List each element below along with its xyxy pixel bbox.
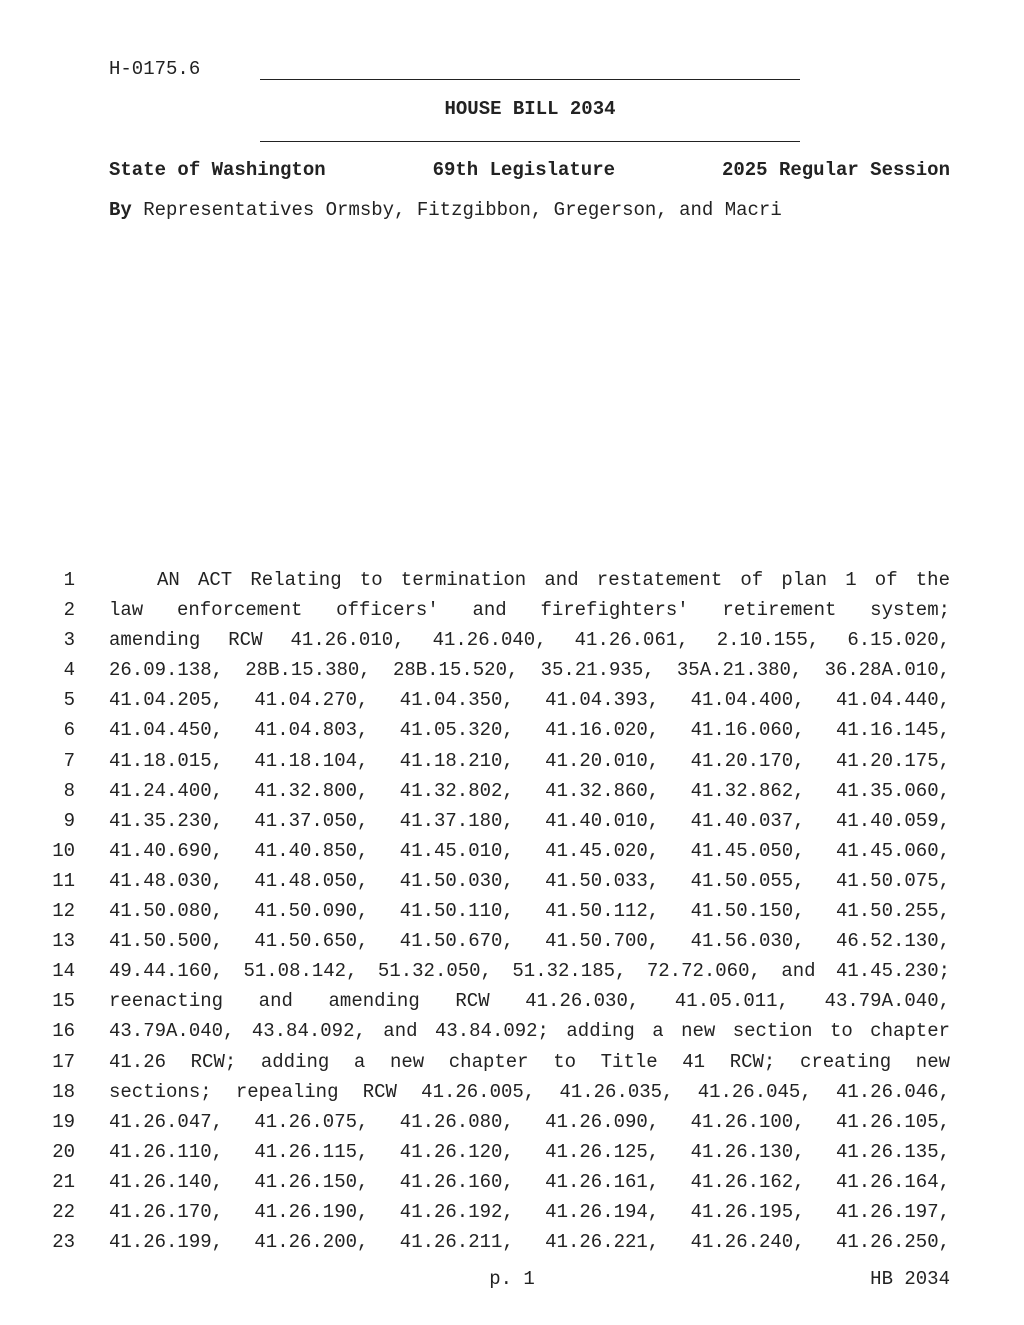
sponsors-prefix: By [109, 199, 132, 221]
line-text: 41.26.047, 41.26.075, 41.26.080, 41.26.090, 41.26.100, 41.26.105, [109, 1110, 950, 1133]
line-number: 20 [52, 1140, 75, 1163]
bill-line [0, 1047, 1024, 1077]
line-number: 19 [52, 1110, 75, 1133]
line-number: 22 [52, 1200, 75, 1223]
sponsors-line [109, 199, 782, 221]
line-number: 15 [52, 990, 75, 1013]
line-text: 41.04.450, 41.04.803, 41.05.320, 41.16.020, 41.16.060, 41.16.145, [109, 719, 950, 742]
line-number: 8 [63, 779, 75, 802]
title-rule-bottom [260, 141, 800, 142]
line-number: 4 [63, 659, 75, 682]
line-number: 10 [52, 839, 75, 862]
line-text: 41.24.400, 41.32.800, 41.32.802, 41.32.860, 41.32.862, 41.35.060, [109, 779, 950, 802]
line-number: 6 [63, 719, 75, 742]
bill-line [0, 1107, 1024, 1137]
bill-line [0, 565, 1024, 595]
line-number: 13 [52, 930, 75, 953]
line-text: 41.26.110, 41.26.115, 41.26.120, 41.26.125, 41.26.130, 41.26.135, [109, 1140, 950, 1163]
bill-line [0, 1197, 1024, 1227]
bill-line [0, 1167, 1024, 1197]
bill-line [0, 986, 1024, 1016]
bill-line [0, 1137, 1024, 1167]
line-number: 18 [52, 1080, 75, 1103]
line-text: 41.26.170, 41.26.190, 41.26.192, 41.26.194, 41.26.195, 41.26.197, [109, 1200, 950, 1223]
bill-line [0, 655, 1024, 685]
bill-line [0, 896, 1024, 926]
bill-line [0, 836, 1024, 866]
bill-line [0, 625, 1024, 655]
line-text: 26.09.138, 28B.15.380, 28B.15.520, 35.21.935, 35A.21.380, 36.28A.010, [109, 659, 950, 682]
bill-line [0, 776, 1024, 806]
line-number: 17 [52, 1050, 75, 1073]
line-text: 41.04.205, 41.04.270, 41.04.350, 41.04.393, 41.04.400, 41.04.440, [109, 689, 950, 712]
document-id: H-0175.6 [109, 58, 201, 80]
state-label: State of Washington [109, 159, 326, 181]
bill-line [0, 595, 1024, 625]
bill-line [0, 746, 1024, 776]
line-text: 41.26.199, 41.26.200, 41.26.211, 41.26.221, 41.26.240, 41.26.250, [109, 1231, 950, 1254]
line-text: 41.50.500, 41.50.650, 41.50.670, 41.50.700, 41.56.030, 46.52.130, [109, 930, 950, 953]
bill-line [0, 926, 1024, 956]
line-text: 41.26 RCW; adding a new chapter to Title 41 RCW; creating new [109, 1050, 950, 1073]
line-number: 3 [63, 629, 75, 652]
line-number: 7 [63, 749, 75, 772]
bill-title: HOUSE BILL 2034 [444, 98, 616, 120]
page-number: p. 1 [489, 1268, 535, 1290]
line-number: 12 [52, 900, 75, 923]
legislature-label: 69th Legislature [432, 159, 616, 181]
line-text: 41.50.080, 41.50.090, 41.50.110, 41.50.112, 41.50.150, 41.50.255, [109, 900, 950, 923]
bill-line [0, 1016, 1024, 1046]
title-rule-top [260, 79, 800, 80]
line-text: 41.35.230, 41.37.050, 41.37.180, 41.40.010, 41.40.037, 41.40.059, [109, 809, 950, 832]
line-number: 9 [63, 809, 75, 832]
line-number: 14 [52, 960, 75, 983]
line-text: 41.18.015, 41.18.104, 41.18.210, 41.20.010, 41.20.170, 41.20.175, [109, 749, 950, 772]
line-number: 11 [52, 869, 75, 892]
line-text: reenacting and amending RCW 41.26.030, 41.05.011, 43.79A.040, [109, 990, 950, 1013]
line-text: amending RCW 41.26.010, 41.26.040, 41.26.061, 2.10.155, 6.15.020, [109, 629, 950, 652]
bill-line [0, 956, 1024, 986]
line-number: 21 [52, 1170, 75, 1193]
footer-bill-number: HB 2034 [870, 1268, 950, 1290]
line-text: law enforcement officers' and firefighters' retirement system; [109, 599, 950, 622]
line-text: AN ACT Relating to termination and restatement of plan 1 of the [157, 569, 950, 591]
line-text: sections; repealing RCW 41.26.005, 41.26.035, 41.26.045, 41.26.046, [109, 1080, 950, 1103]
sponsors-names: Representatives Ormsby, Fitzgibbon, Gregerson, and Macri [143, 199, 782, 221]
line-text: 41.26.140, 41.26.150, 41.26.160, 41.26.161, 41.26.162, 41.26.164, [109, 1170, 950, 1193]
bill-line [0, 1077, 1024, 1107]
line-number: 5 [63, 689, 75, 712]
bill-line [0, 806, 1024, 836]
line-number: 16 [52, 1020, 75, 1043]
line-number: 1 [63, 569, 75, 591]
bill-line [0, 1227, 1024, 1257]
line-text: 49.44.160, 51.08.142, 51.32.050, 51.32.185, 72.72.060, and 41.45.230; [109, 960, 950, 983]
session-row [109, 159, 950, 181]
bill-line [0, 685, 1024, 715]
line-number: 2 [63, 599, 75, 622]
line-text: 41.40.690, 41.40.850, 41.45.010, 41.45.020, 41.45.050, 41.45.060, [109, 839, 950, 862]
line-text: 43.79A.040, 43.84.092, and 43.84.092; adding a new section to chapter [109, 1020, 950, 1043]
line-text: 41.48.030, 41.48.050, 41.50.030, 41.50.033, 41.50.055, 41.50.075, [109, 869, 950, 892]
bill-line [0, 866, 1024, 896]
line-number: 23 [52, 1231, 75, 1254]
bill-body [0, 565, 1024, 1257]
session-label: 2025 Regular Session [721, 159, 950, 181]
bill-line [0, 715, 1024, 745]
